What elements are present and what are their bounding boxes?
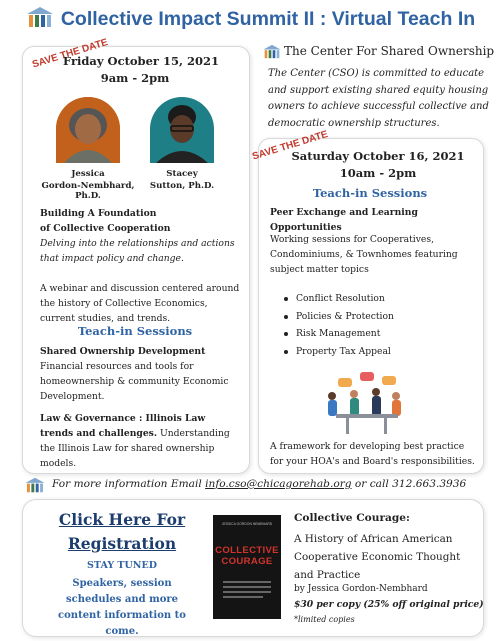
- registration-link-line2: Registration: [67, 534, 177, 553]
- left-sessions-heading: Teach-in Sessions: [77, 324, 193, 338]
- book-cover-title-2: COURAGE: [221, 556, 273, 567]
- law-section: [40, 411, 240, 471]
- info-email-link[interactable]: info.cso@chicagorehab.org: [205, 478, 352, 490]
- meeting-illustration: [316, 370, 416, 436]
- right-sessions-heading: Teach-in Sessions: [312, 186, 428, 200]
- book-author: by Jessica Gordon-Nembhard: [294, 584, 428, 594]
- foundation-title-2: of Collective Cooperation: [40, 223, 171, 234]
- save-the-date-stamp-left: SAVE THE DATE: [31, 37, 110, 71]
- book-cover: [213, 515, 281, 619]
- foundation-title-1: Building A Foundation: [40, 208, 157, 219]
- book-cover-author: JESSICA GORDON NEMBHARD: [221, 522, 273, 526]
- topic-item: Conflict Resolution: [282, 290, 472, 308]
- info-middle: or call: [354, 478, 389, 490]
- webinar-text: A webinar and discussion centered around the history of Collective Economics, current studies, and trends.: [40, 283, 240, 324]
- book-subtitle: A History of African American Cooperative Economic Thought and Practice: [294, 533, 461, 581]
- speaker-name-stacey-last: Sutton, Ph.D.: [149, 181, 215, 191]
- save-the-date-stamp-right: SAVE THE DATE: [251, 129, 330, 163]
- book-cover-title-1: COLLECTIVE: [215, 545, 279, 556]
- topic-item: Policies & Protection: [282, 308, 472, 326]
- info-phone: 312.663.3936: [392, 478, 467, 490]
- cso-logo-icon: [25, 6, 55, 34]
- framework-text: A framework for developing best practice for your HOA's and Board's responsibilities.: [270, 441, 475, 467]
- book-heading: Collective Courage:: [294, 512, 410, 524]
- ownership-title: Shared Ownership Development: [40, 346, 206, 357]
- law-text: Understanding the Illinois Law for shared ownership models.: [40, 428, 230, 469]
- friday-time: 9am - 2pm: [100, 71, 170, 85]
- ownership-text: Financial resources and tools for homeownership & community Economic Development.: [40, 361, 229, 402]
- speaker-name-stacey-first: Stacey: [166, 169, 198, 179]
- registration-link[interactable]: [34, 508, 210, 556]
- cso-mission: The Center (CSO) is committed to educate and support existing shared equity housing owners to achieve successful collective and democratic ownership structures.: [268, 68, 489, 129]
- law-title: Law & Governance : Illinois Law trends and challenges.: [40, 413, 206, 439]
- saturday-date: Saturday October 16, 2021: [291, 149, 465, 163]
- topic-item: Risk Management: [282, 325, 472, 343]
- speaker-name-jessica-last: Gordon-Nembhard, Ph.D.: [41, 181, 135, 201]
- registration-link-line1: Click Here For: [58, 510, 186, 529]
- cso-logo-info-icon: [24, 477, 46, 497]
- stay-tuned: STAY TUNED: [87, 560, 157, 571]
- info-prefix: For more information Email: [52, 478, 202, 490]
- speaker-photo-jessica: [56, 97, 120, 163]
- saturday-time: 10am - 2pm: [339, 166, 417, 180]
- foundation-description: Delving into the relationships and actions that impact policy and change.: [40, 238, 235, 264]
- speaker-name-jessica-first: Jessica: [71, 169, 105, 179]
- cso-logo-small-icon: [262, 44, 282, 63]
- speaker-photo-stacey: [150, 97, 214, 163]
- page-title: [0, 6, 500, 34]
- book-note: *limited copies: [294, 615, 355, 624]
- topic-item: Property Tax Appeal: [282, 343, 472, 361]
- book-price: $30 per copy (25% off original price): [294, 599, 484, 610]
- peer-title: Peer Exchange and Learning Opportunities: [270, 207, 418, 233]
- title-text: Collective Impact Summit II : Virtual Teach In: [60, 8, 476, 31]
- registration-details: Speakers, session schedules and more content information to come.: [58, 578, 186, 637]
- info-line: [52, 478, 496, 490]
- working-text: Working sessions for Cooperatives, Condominiums, & Townhomes featuring subject matter topics: [270, 234, 458, 275]
- topic-list: [282, 290, 472, 360]
- friday-date: Friday October 15, 2021: [62, 54, 219, 68]
- cso-name: The Center For Shared Ownership: [284, 44, 495, 58]
